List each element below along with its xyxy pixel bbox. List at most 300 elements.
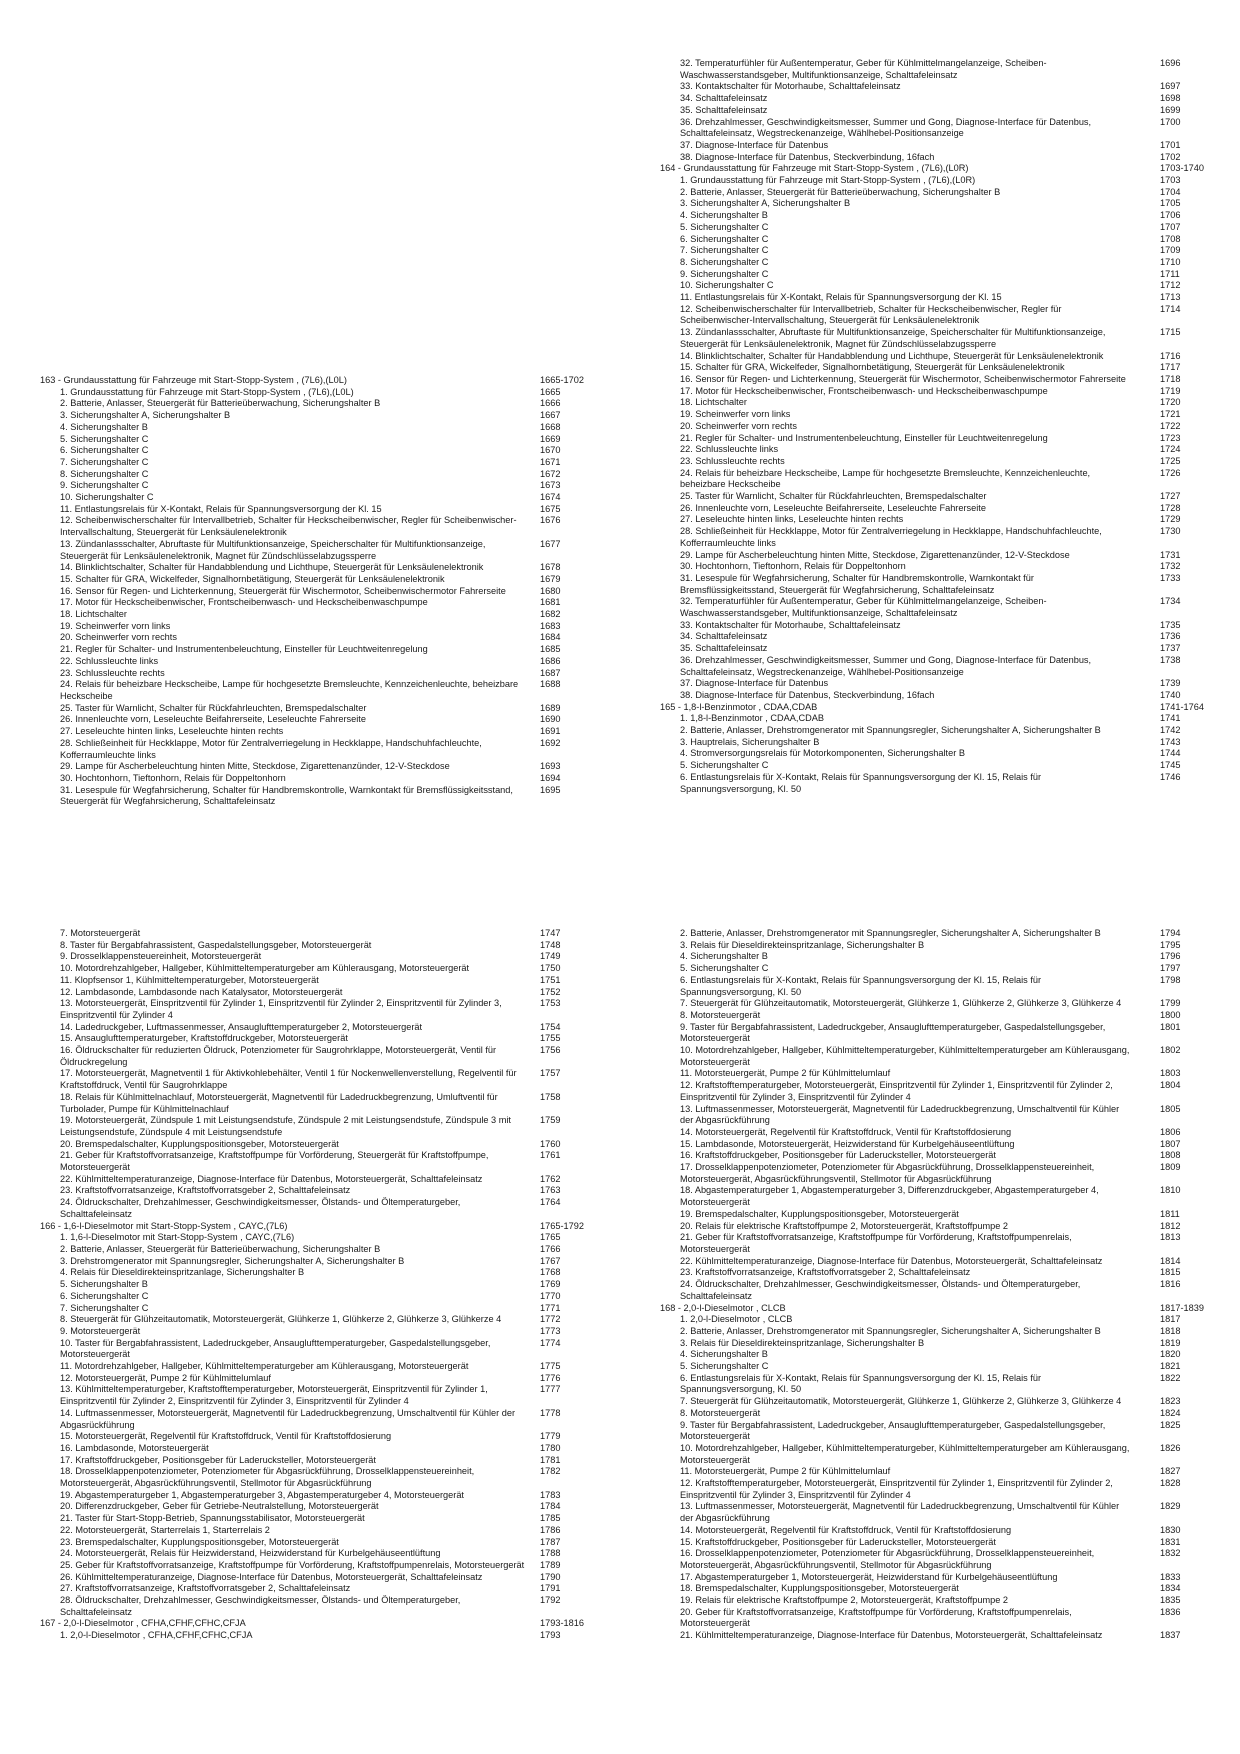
entry-text: 2. Batterie, Anlasser, Steuergerät für Batterieüberwachung, Sicherungshalter B: [60, 398, 381, 409]
index-column-top-left: [40, 375, 600, 808]
entry-text: 20. Scheinwerfer vorn rechts: [680, 420, 797, 431]
entry-page-number: 1754: [540, 1021, 561, 1032]
entry-text: 36. Drehzahlmesser, Geschwindigkeitsmesser, Summer und Gong, Diagnose-Interface für Datenbus, Schalttafeleinsatz, Wegstreckenanzeige, Wählhebel-Positionsanzeige: [680, 116, 1092, 139]
entry-text: 19. Abgastemperaturgeber 1, Abgastemperaturgeber 3, Abgastemperaturgeber 4, Motorsteuergerät: [60, 1489, 464, 1500]
entry-page-number: 1677: [540, 538, 561, 549]
entry-text: 1. 1,8-l-Benzinmotor , CDAA,CDAB: [680, 713, 824, 724]
index-entry-row: [660, 1080, 1220, 1103]
entry-page-number: 1814: [1160, 1255, 1181, 1266]
entry-text: 6. Sicherungshalter C: [680, 233, 769, 244]
index-entry-row: [40, 928, 600, 940]
entry-page-number: 1673: [540, 480, 561, 491]
entry-page-number: 1759: [540, 1115, 561, 1126]
entry-text: 7. Sicherungshalter C: [60, 1302, 149, 1313]
entry-page-number: 1829: [1160, 1501, 1181, 1512]
entry-page-number: 1750: [540, 963, 561, 974]
entry-page-number: 1800: [1160, 1009, 1181, 1020]
entry-text: 9. Drosselklappensteuereinheit, Motorsteuergerät: [60, 951, 262, 962]
entry-text: 10. Sicherungshalter C: [60, 492, 154, 503]
entry-page-number: 1770: [540, 1290, 561, 1301]
entry-page-number: 1817-1839: [1160, 1302, 1204, 1313]
index-entry-row: [660, 561, 1220, 573]
index-entry-row: [660, 643, 1220, 655]
section-heading-row: [40, 375, 600, 387]
entry-text: 31. Lesespule für Wegfahrsicherung, Schalter für Handbremskontrolle, Warnkontakt für Bremsflüssigkeitsstand, Steuergerät für Wegfahrsicherung, Schalttafeleinsatz: [60, 784, 513, 807]
entry-text: 3. Relais für Dieseldirekteinspritzanlage, Sicherungshalter B: [680, 939, 925, 950]
entry-text: 15. Motorsteuergerät, Regelventil für Kraftstoffdruck, Ventil für Kraftstoffdosierung: [60, 1431, 392, 1442]
entry-page-number: 1725: [1160, 455, 1181, 466]
entry-text: 26. Innenleuchte vorn, Leseleuchte Beifahrerseite, Leseleuchte Fahrerseite: [60, 714, 366, 725]
entry-page-number: 1692: [540, 737, 561, 748]
entry-text: 166 - 1,6-l-Dieselmotor mit Start-Stopp-System , CAYC,(7L6): [40, 1220, 288, 1231]
entry-text: 22. Motorsteuergerät, Starterrelais 1, Starterrelais 2: [60, 1524, 270, 1535]
entry-page-number: 1722: [1160, 420, 1181, 431]
index-entry-row: [40, 492, 600, 504]
entry-page-number: 1784: [540, 1501, 561, 1512]
entry-page-number: 1676: [540, 515, 561, 526]
entry-text: 14. Blinklichtschalter, Schalter für Handabblendung und Lichthupe, Steuergerät für Lenksäulenelektronik: [60, 562, 484, 573]
entry-page-number: 1697: [1160, 81, 1181, 92]
entry-page-number: 1669: [540, 433, 561, 444]
entry-text: 32. Temperaturfühler für Außentemperatur, Geber für Kühlmittelmangelanzeige, Scheiben-Waschwasserstandsgeber, Multifunktionsanzeige, Schalttafeleinsatz: [680, 596, 1047, 619]
index-entry-row: [660, 1607, 1220, 1630]
entry-text: 9. Taster für Bergabfahrassistent, Ladedruckgeber, Ansauglufttemperaturgeber, Gaspedalstellungsgeber, Motorsteuergerät: [680, 1419, 1106, 1442]
entry-page-number: 1701: [1160, 139, 1181, 150]
entry-text: 28. Öldruckschalter, Drehzahlmesser, Geschwindigkeitsmesser, Ölstands- und Öltemperaturgeber, Schalttafeleinsatz: [60, 1595, 461, 1617]
index-entry-row: [40, 987, 600, 999]
index-entry-row: [40, 668, 600, 680]
index-entry-row: [660, 234, 1220, 246]
entry-text: 8. Motorsteuergerät: [680, 1407, 761, 1418]
entry-text: 25. Geber für Kraftstoffvorratsanzeige, Kraftstoffpumpe für Vorförderung, Kraftstoffpumpenrelais, Motorsteuergerät: [60, 1559, 525, 1570]
index-entry-row: [660, 409, 1220, 421]
entry-text: 16. Sensor für Regen- und Lichterkennung, Steuergerät für Wischermotor, Scheibenwischermotor Fahrerseite: [680, 373, 1126, 384]
index-entry-row: [660, 198, 1220, 210]
entry-page-number: 1687: [540, 667, 561, 678]
entry-page-number: 1836: [1160, 1606, 1181, 1617]
entry-text: 17. Motorsteuergerät, Magnetventil 1 für Aktivkohlebehälter, Ventil 1 für Nockenwellenverstellung, Regelventil für Kraftstoffdruck, Ventil für Saugrohrklappe: [60, 1068, 517, 1091]
index-entry-row: [40, 1185, 600, 1197]
index-entry-row: [660, 1478, 1220, 1501]
entry-page-number: 1702: [1160, 151, 1181, 162]
index-entry-row: [660, 737, 1220, 749]
entry-text: 22. Kühlmitteltemperaturanzeige, Diagnose-Interface für Datenbus, Motorsteuergerät, Schalttafeleinsatz: [60, 1173, 483, 1184]
entry-page-number: 1809: [1160, 1162, 1181, 1173]
index-column-bottom-left: [40, 928, 600, 1642]
index-entry-row: [660, 573, 1220, 596]
index-entry-row: [40, 1490, 600, 1502]
entry-text: 21. Taster für Start-Stopp-Betrieb, Spannungsstabilisator, Motorsteuergerät: [60, 1513, 365, 1524]
entry-page-number: 1715: [1160, 327, 1181, 338]
entry-page-number: 1723: [1160, 432, 1181, 443]
entry-page-number: 1740: [1160, 689, 1181, 700]
entry-text: 25. Taster für Warnlicht, Schalter für Rückfahrleuchten, Bremspedalschalter: [680, 491, 987, 502]
entry-text: 4. Sicherungshalter B: [680, 210, 768, 221]
index-entry-row: [40, 998, 600, 1021]
entry-text: 17. Motor für Heckscheibenwischer, Frontscheibenwasch- und Heckscheibenwaschpumpe: [680, 385, 1048, 396]
index-entry-row: [660, 187, 1220, 199]
entry-page-number: 1833: [1160, 1571, 1181, 1582]
index-entry-row: [660, 105, 1220, 117]
entry-text: 14. Ladedruckgeber, Luftmassenmesser, Ansauglufttemperaturgeber 2, Motorsteuergerät: [60, 1021, 423, 1032]
index-entry-row: [660, 940, 1220, 952]
index-entry-row: [40, 515, 600, 538]
entry-text: 18. Relais für Kühlmittelnachlauf, Motorsteuergerät, Magnetventil für Ladedruckbegrenzung, Umluftventil für Turbolader, Pumpe für Kühlmittelnachlauf: [60, 1091, 498, 1114]
entry-text: 10. Motordrehzahlgeber, Hallgeber, Kühlmitteltemperaturgeber, Kühlmitteltemperaturgeber am Kühlerausgang, Motorsteuergerät: [680, 1045, 1130, 1067]
entry-text: 19. Scheinwerfer vorn links: [680, 409, 791, 420]
index-entry-row: [660, 397, 1220, 409]
index-entry-row: [40, 469, 600, 481]
entry-page-number: 1771: [540, 1302, 561, 1313]
index-entry-row: [40, 1384, 600, 1407]
index-entry-row: [660, 713, 1220, 725]
entry-page-number: 1688: [540, 679, 561, 690]
index-entry-row: [40, 1115, 600, 1138]
index-entry-row: [660, 998, 1220, 1010]
entry-text: 27. Leseleuchte hinten links, Leseleuchte hinten rechts: [60, 726, 284, 737]
entry-text: 20. Scheinwerfer vorn rechts: [60, 632, 177, 643]
entry-text: 24. Öldruckschalter, Drehzahlmesser, Geschwindigkeitsmesser, Ölstands- und Öltemperaturgeber, Schalttafeleinsatz: [680, 1279, 1081, 1301]
index-entry-row: [40, 1326, 600, 1338]
entry-page-number: 1795: [1160, 939, 1181, 950]
index-entry-row: [40, 504, 600, 516]
entry-page-number: 1668: [540, 421, 561, 432]
entry-page-number: 1765-1792: [540, 1220, 584, 1231]
index-entry-row: [40, 1431, 600, 1443]
entry-text: 24. Relais für beheizbare Heckscheibe, Lampe für hochgesetzte Bremsleuchte, Kennzeichenleuchte, beheizbare Heckscheibe: [60, 679, 519, 701]
entry-text: 16. Lambdasonde, Motorsteuergerät: [60, 1442, 209, 1453]
section-heading-row: [660, 702, 1220, 714]
entry-text: 12. Kraftstofftemperaturgeber, Motorsteuergerät, Einspritzventil für Zylinder 1, Einspritzventil für Zylinder 2, Einspritzventil für Zylinder 3, Einspritzventil für Zylinder 4: [680, 1080, 1113, 1102]
entry-text: 13. Kühlmitteltemperaturgeber, Kraftstofftemperaturgeber, Motorsteuergerät, Einspritzventil für Zylinder 1, Einspritzventil für Zylinder 2, Einspritzventil für Zylinder 3, Einspritzventil für Zylinder 4: [60, 1384, 488, 1407]
entry-page-number: 1712: [1160, 280, 1181, 291]
entry-page-number: 1805: [1160, 1103, 1181, 1114]
index-entry-row: [660, 1185, 1220, 1208]
index-entry-row: [40, 1338, 600, 1361]
entry-page-number: 1713: [1160, 292, 1181, 303]
entry-text: 19. Bremspedalschalter, Kupplungspositionsgeber, Motorsteuergerät: [680, 1208, 959, 1219]
index-entry-row: [40, 1279, 600, 1291]
index-entry-row: [660, 468, 1220, 491]
entry-text: 15. Schalter für GRA, Wickelfeder, Signalhornbetätigung, Steuergerät für Lenksäulenelektronik: [60, 573, 445, 584]
entry-page-number: 1686: [540, 655, 561, 666]
index-entry-row: [40, 1291, 600, 1303]
entry-text: 9. Sicherungshalter C: [60, 480, 149, 491]
entry-text: 28. Schließeinheit für Heckklappe, Motor für Zentralverriegelung in Heckklappe, Handschuhfachleuchte, Kofferraumleuchte links: [60, 737, 482, 760]
entry-page-number: 1685: [540, 644, 561, 655]
entry-page-number: 1698: [1160, 93, 1181, 104]
index-entry-row: [660, 1022, 1220, 1045]
entry-page-number: 1762: [540, 1173, 561, 1184]
entry-page-number: 1793: [540, 1630, 561, 1641]
entry-page-number: 1739: [1160, 678, 1181, 689]
entry-text: 11. Motorsteuergerät, Pumpe 2 für Kühlmittelumlauf: [680, 1466, 891, 1477]
index-entry-row: [660, 444, 1220, 456]
entry-text: 34. Schalttafeleinsatz: [680, 93, 768, 104]
index-entry-row: [40, 1314, 600, 1326]
entry-text: 6. Sicherungshalter C: [60, 445, 149, 456]
entry-page-number: 1707: [1160, 221, 1181, 232]
entry-page-number: 1751: [540, 974, 561, 985]
entry-text: 22. Schlussleuchte links: [60, 655, 159, 666]
entry-text: 33. Kontaktschalter für Motorhaube, Schalttafeleinsatz: [680, 81, 901, 92]
entry-page-number: 1820: [1160, 1349, 1181, 1360]
index-entry-row: [660, 1572, 1220, 1584]
entry-page-number: 1779: [540, 1431, 561, 1442]
entry-page-number: 1720: [1160, 397, 1181, 408]
entry-text: 4. Sicherungshalter B: [680, 951, 768, 962]
entry-text: 30. Hochtonhorn, Tieftonhorn, Relais für Doppeltonhorn: [680, 561, 906, 572]
index-entry-row: [660, 748, 1220, 760]
entry-text: 6. Entlastungsrelais für X-Kontakt, Relais für Spannungsversorgung der Kl. 15, Relais für Spannungsversorgung, Kl. 50: [680, 974, 1042, 997]
entry-text: 6. Entlastungsrelais für X-Kontakt, Relais für Spannungsversorgung der Kl. 15, Relais für Spannungsversorgung, Kl. 50: [680, 771, 1042, 794]
entry-text: 18. Bremspedalschalter, Kupplungspositionsgeber, Motorsteuergerät: [680, 1583, 959, 1594]
entry-text: 17. Drosselklappenpotenziometer, Potenziometer für Abgasrückführung, Drosselklappensteuereinheit, Motorsteuergerät, Abgasrückführungsventil, Stellmotor für Abgasrückführung: [680, 1162, 1095, 1184]
entry-page-number: 1761: [540, 1150, 561, 1161]
entry-page-number: 1789: [540, 1559, 561, 1570]
entry-text: 19. Motorsteuergerät, Zündspule 1 mit Leistungsendstufe, Zündspule 2 mit Leistungsendstufe, Zündspule 3 mit Leistungsendstufe, Zündspule 4 mit Leistungsendstufe: [60, 1115, 511, 1137]
entry-page-number: 1793-1816: [540, 1618, 584, 1629]
entry-page-number: 1728: [1160, 502, 1181, 513]
entry-page-number: 1683: [540, 620, 561, 631]
entry-text: 37. Diagnose-Interface für Datenbus: [680, 139, 829, 150]
entry-page-number: 1780: [540, 1442, 561, 1453]
entry-text: 13. Luftmassenmesser, Motorsteuergerät, Magnetventil für Ladedruckbegrenzung, Umschaltventil für Kühler der Abgasrückführung: [680, 1501, 1120, 1524]
index-entry-row: [40, 1455, 600, 1467]
entry-page-number: 1732: [1160, 561, 1181, 572]
entry-page-number: 1764: [540, 1197, 561, 1208]
entry-page-number: 1798: [1160, 974, 1181, 985]
index-entry-row: [660, 772, 1220, 795]
entry-page-number: 1801: [1160, 1021, 1181, 1032]
entry-page-number: 1821: [1160, 1361, 1181, 1372]
entry-text: 38. Diagnose-Interface für Datenbus, Steckverbindung, 16fach: [680, 151, 935, 162]
entry-page-number: 1691: [540, 726, 561, 737]
index-entry-row: [40, 1022, 600, 1034]
index-entry-row: [660, 152, 1220, 164]
entry-page-number: 1752: [540, 986, 561, 997]
index-entry-row: [660, 620, 1220, 632]
entry-page-number: 1706: [1160, 210, 1181, 221]
index-entry-row: [40, 1303, 600, 1315]
entry-text: 15. Lambdasonde, Motorsteuergerät, Heizwiderstand für Kurbelgehäuseentlüftung: [680, 1138, 1015, 1149]
entry-text: 19. Scheinwerfer vorn links: [60, 620, 171, 631]
entry-page-number: 1792: [540, 1595, 561, 1606]
entry-text: 13. Zündanlassschalter, Abruftaste für Multifunktionsanzeige, Speicherschalter für Multifunktionsanzeige, Steuergerät für Lenksäulenelektronik, Magnet für Zündschlüsselabzugssperre: [680, 327, 1106, 349]
entry-text: 26. Kühlmitteltemperaturanzeige, Diagnose-Interface für Datenbus, Motorsteuergerät, Schalttafeleinsatz: [60, 1571, 483, 1582]
entry-page-number: 1804: [1160, 1080, 1181, 1091]
entry-text: 23. Schlussleuchte rechts: [60, 667, 165, 678]
index-entry-row: [660, 963, 1220, 975]
index-entry-row: [40, 656, 600, 668]
index-entry-row: [660, 631, 1220, 643]
entry-page-number: 1772: [540, 1314, 561, 1325]
entry-text: 1. 2,0-l-Dieselmotor , CLCB: [680, 1314, 793, 1325]
entry-text: 25. Taster für Warnlicht, Schalter für Rückfahrleuchten, Bremspedalschalter: [60, 702, 367, 713]
entry-text: 21. Geber für Kraftstoffvorratsanzeige, Kraftstoffpumpe für Vorförderung, Steuergerät für Kraftstoffpumpe, Motorsteuergerät: [60, 1150, 489, 1173]
entry-page-number: 1665: [540, 386, 561, 397]
entry-text: 10. Motordrehzahlgeber, Hallgeber, Kühlmitteltemperaturgeber, Kühlmitteltemperaturgeber am Kühlerausgang, Motorsteuergerät: [680, 1442, 1130, 1465]
index-entry-row: [660, 362, 1220, 374]
entry-page-number: 1753: [540, 998, 561, 1009]
entry-page-number: 1791: [540, 1583, 561, 1594]
entry-page-number: 1741: [1160, 713, 1181, 724]
entry-page-number: 1710: [1160, 256, 1181, 267]
entry-text: 11. Entlastungsrelais für X-Kontakt, Relais für Spannungsversorgung der Kl. 15: [680, 292, 1002, 303]
index-entry-row: [660, 655, 1220, 678]
entry-page-number: 1822: [1160, 1372, 1181, 1383]
index-entry-row: [40, 714, 600, 726]
index-entry-row: [40, 1092, 600, 1115]
index-entry-row: [660, 1267, 1220, 1279]
index-entry-row: [660, 81, 1220, 93]
index-entry-row: [40, 761, 600, 773]
entry-text: 17. Motor für Heckscheibenwischer, Frontscheibenwasch- und Heckscheibenwaschpumpe: [60, 597, 428, 608]
entry-page-number: 1729: [1160, 514, 1181, 525]
index-entry-row: [660, 58, 1220, 81]
entry-page-number: 1837: [1160, 1630, 1181, 1641]
entry-text: 24. Motorsteuergerät, Relais für Heizwiderstand, Heizwiderstand für Kurbelgehäuseentlüftung: [60, 1548, 441, 1559]
entry-text: 5. Sicherungshalter C: [680, 963, 769, 974]
entry-text: 11. Motorsteuergerät, Pumpe 2 für Kühlmittelumlauf: [680, 1068, 891, 1079]
entry-text: 21. Regler für Schalter- und Instrumentenbeleuchtung, Einsteller für Leuchtweitenregelung: [60, 644, 428, 655]
index-entry-row: [40, 621, 600, 633]
index-entry-row: [40, 738, 600, 761]
index-entry-row: [40, 1466, 600, 1489]
entry-page-number: 1727: [1160, 491, 1181, 502]
index-entry-row: [660, 1256, 1220, 1268]
entry-text: 20. Bremspedalschalter, Kupplungspositionsgeber, Motorsteuergerät: [60, 1138, 339, 1149]
entry-page-number: 1704: [1160, 186, 1181, 197]
entry-text: 18. Lichtschalter: [680, 397, 747, 408]
index-entry-row: [660, 975, 1220, 998]
index-entry-row: [40, 1139, 600, 1151]
entry-text: 8. Taster für Bergabfahrassistent, Gaspedalstellungsgeber, Motorsteuergerät: [60, 939, 372, 950]
entry-page-number: 1778: [540, 1407, 561, 1418]
entry-page-number: 1741-1764: [1160, 701, 1204, 712]
entry-page-number: 1709: [1160, 245, 1181, 256]
entry-page-number: 1819: [1160, 1337, 1181, 1348]
index-entry-row: [40, 410, 600, 422]
section-heading-row: [660, 163, 1220, 175]
entry-page-number: 1830: [1160, 1524, 1181, 1535]
entry-page-number: 1818: [1160, 1325, 1181, 1336]
entry-text: 27. Leseleuchte hinten links, Leseleuchte hinten rechts: [680, 514, 904, 525]
entry-page-number: 1684: [540, 632, 561, 643]
entry-text: 17. Abgastemperaturgeber 1, Motorsteuergerät, Heizwiderstand für Kurbelgehäuseentlüftung: [680, 1571, 1058, 1582]
entry-text: 27. Kraftstoffvorratsanzeige, Kraftstoffvorratsgeber 2, Schalttafeleinsatz: [60, 1583, 351, 1594]
index-entry-row: [660, 456, 1220, 468]
section-heading-row: [40, 1618, 600, 1630]
index-entry-row: [660, 117, 1220, 140]
entry-text: 7. Motorsteuergerät: [60, 928, 141, 938]
index-entry-row: [660, 1314, 1220, 1326]
index-entry-row: [660, 93, 1220, 105]
entry-text: 5. Sicherungshalter C: [60, 433, 149, 444]
entry-page-number: 1776: [540, 1372, 561, 1383]
entry-page-number: 1831: [1160, 1536, 1181, 1547]
index-entry-row: [660, 1338, 1220, 1350]
entry-text: 3. Sicherungshalter A, Sicherungshalter B: [680, 198, 851, 209]
entry-text: 13. Motorsteuergerät, Einspritzventil für Zylinder 1, Einspritzventil für Zylinder 2, Einspritzventil für Zylinder 3, Einspritzventil für Zylinder 4: [60, 998, 502, 1020]
entry-text: 5. Sicherungshalter C: [680, 1361, 769, 1372]
index-entry-row: [660, 175, 1220, 187]
entry-page-number: 1689: [540, 702, 561, 713]
index-entry-row: [660, 222, 1220, 234]
index-entry-row: [40, 480, 600, 492]
entry-page-number: 1756: [540, 1045, 561, 1056]
entry-page-number: 1748: [540, 939, 561, 950]
entry-page-number: 1827: [1160, 1466, 1181, 1477]
entry-text: 7. Steuergerät für Glühzeitautomatik, Motorsteuergerät, Glühkerze 1, Glühkerze 2, Glühkerze 3, Glühkerze 4: [680, 998, 1122, 1009]
entry-page-number: 1797: [1160, 963, 1181, 974]
index-entry-row: [660, 1501, 1220, 1524]
entry-text: 16. Kraftstoffdruckgeber, Positionsgeber für Laderucksteller, Motorsteuergerät: [680, 1150, 996, 1161]
index-entry-row: [660, 304, 1220, 327]
entry-text: 3. Hauptrelais, Sicherungshalter B: [680, 736, 820, 747]
entry-page-number: 1742: [1160, 725, 1181, 736]
index-entry-row: [40, 785, 600, 808]
entry-page-number: 1815: [1160, 1267, 1181, 1278]
entry-text: 4. Sicherungshalter B: [680, 1349, 768, 1360]
entry-text: 30. Hochtonhorn, Tieftonhorn, Relais für Doppeltonhorn: [60, 772, 286, 783]
entry-page-number: 1823: [1160, 1396, 1181, 1407]
index-entry-row: [660, 550, 1220, 562]
entry-text: 8. Sicherungshalter C: [60, 468, 149, 479]
entry-page-number: 1768: [540, 1267, 561, 1278]
index-entry-row: [40, 1150, 600, 1173]
index-entry-row: [40, 1373, 600, 1385]
index-entry-row: [660, 491, 1220, 503]
entry-text: 2. Batterie, Anlasser, Steuergerät für Batterieüberwachung, Sicherungshalter B: [60, 1243, 381, 1254]
entry-text: 12. Scheibenwischerschalter für Intervallbetrieb, Schalter für Heckscheibenwischer, Regler für Scheibenwischer-Intervallschaltung, Steuergerät für Lenksäulenelektronik: [60, 515, 517, 538]
entry-text: 14. Blinklichtschalter, Schalter für Handabblendung und Lichthupe, Steuergerät für Lenksäulenelektronik: [680, 350, 1104, 361]
entry-text: 1. Grundausstattung für Fahrzeuge mit Start-Stopp-System , (7L6),(L0L): [60, 386, 354, 397]
entry-text: 9. Sicherungshalter C: [680, 268, 769, 279]
index-entry-row: [40, 679, 600, 702]
entry-text: 26. Innenleuchte vorn, Leseleuchte Beifahrerseite, Leseleuchte Fahrerseite: [680, 502, 986, 513]
entry-page-number: 1667: [540, 410, 561, 421]
entry-page-number: 1678: [540, 562, 561, 573]
index-entry-row: [40, 644, 600, 656]
entry-page-number: 1721: [1160, 409, 1181, 420]
entry-page-number: 1790: [540, 1571, 561, 1582]
index-entry-row: [660, 1630, 1220, 1642]
index-entry-row: [40, 1361, 600, 1373]
entry-text: 20. Relais für elektrische Kraftstoffpumpe 2, Motorsteuergerät, Kraftstoffpumpe 2: [680, 1220, 1009, 1231]
entry-text: 11. Motordrehzahlgeber, Hallgeber, Kühlmitteltemperaturgeber am Kühlerausgang, Motorsteuergerät: [60, 1361, 469, 1372]
index-entry-row: [660, 690, 1220, 702]
entry-text: 8. Sicherungshalter C: [680, 256, 769, 267]
entry-page-number: 1679: [540, 573, 561, 584]
entry-page-number: 1835: [1160, 1595, 1181, 1606]
entry-page-number: 1774: [540, 1337, 561, 1348]
index-entry-row: [660, 1162, 1220, 1185]
entry-page-number: 1735: [1160, 619, 1181, 630]
index-entry-row: [40, 1583, 600, 1595]
entry-text: 1. Grundausstattung für Fahrzeuge mit Start-Stopp-System , (7L6),(L0R): [680, 175, 976, 186]
entry-text: 163 - Grundausstattung für Fahrzeuge mit Start-Stopp-System , (7L6),(L0L): [40, 375, 347, 385]
entry-page-number: 1825: [1160, 1419, 1181, 1430]
entry-text: 35. Schalttafeleinsatz: [680, 104, 768, 115]
index-entry-row: [660, 1548, 1220, 1571]
index-entry-row: [40, 1045, 600, 1068]
index-entry-row: [660, 1045, 1220, 1068]
index-entry-row: [40, 434, 600, 446]
index-entry-row: [660, 1127, 1220, 1139]
entry-text: 14. Motorsteuergerät, Regelventil für Kraftstoffdruck, Ventil für Kraftstoffdosierung: [680, 1126, 1012, 1137]
entry-text: 35. Schalttafeleinsatz: [680, 643, 768, 654]
